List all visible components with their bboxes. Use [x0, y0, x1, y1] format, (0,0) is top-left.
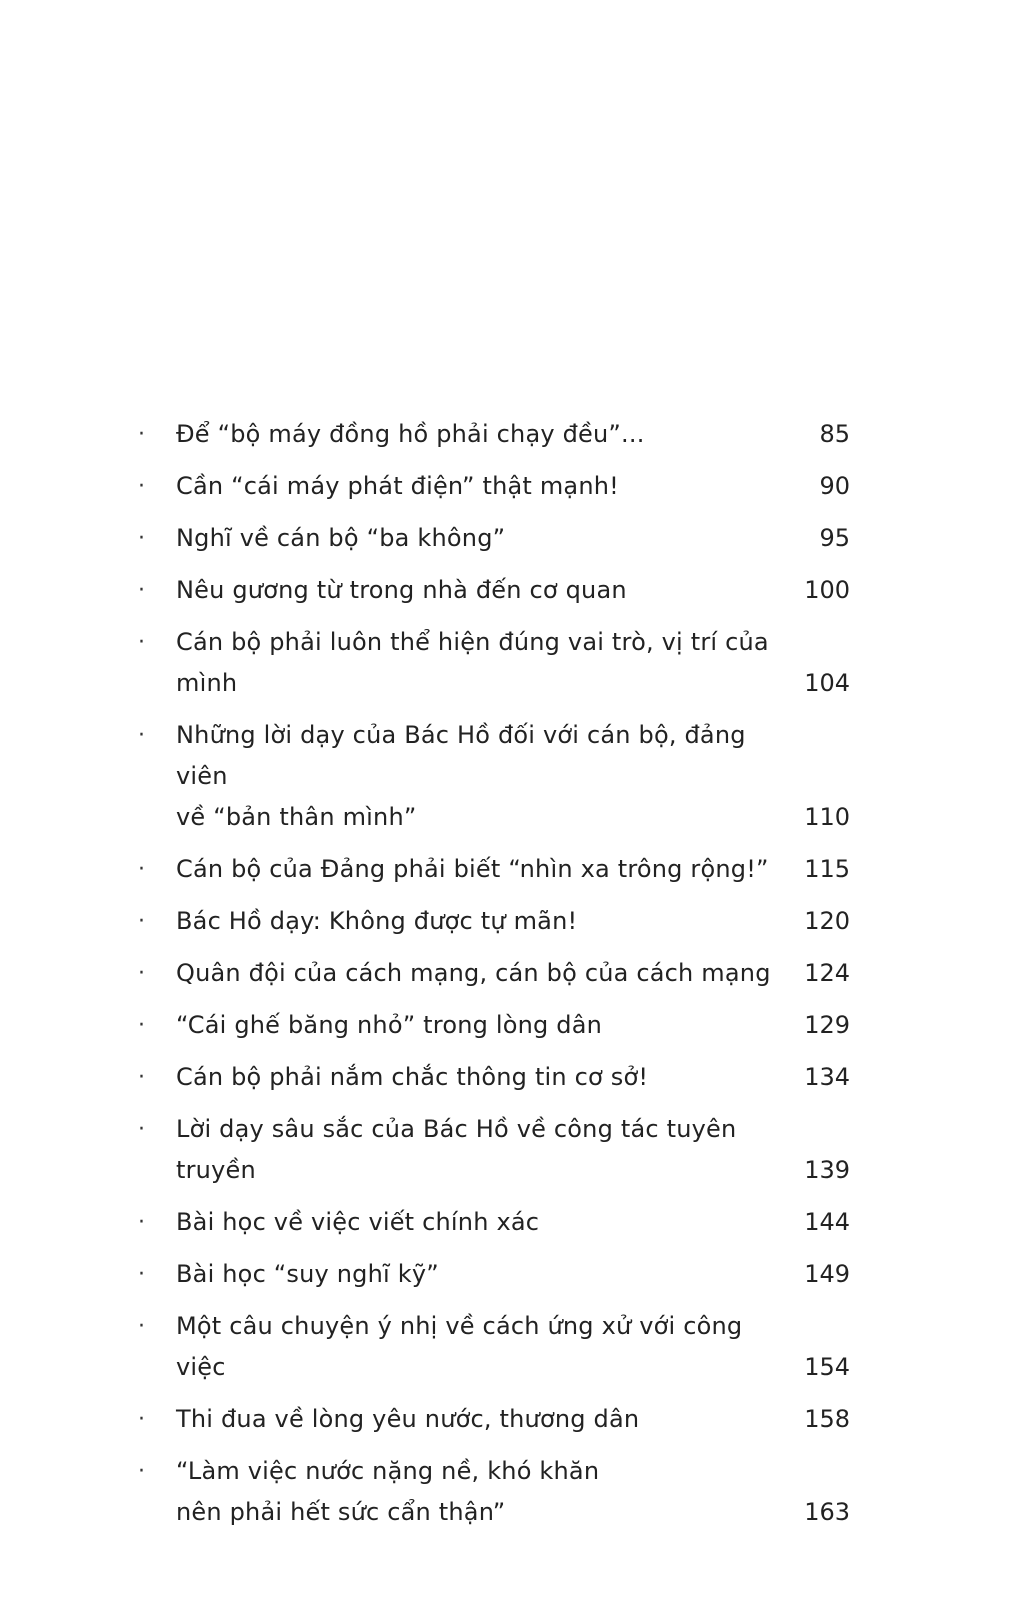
toc-entry: [138, 466, 850, 507]
entry-title-line: “Làm việc nước nặng nề, khó khăn: [176, 1457, 600, 1485]
entry-title: [176, 466, 804, 507]
entry-title-line: Một câu chuyện ý nhị về cách ứng xử với công việc: [176, 1312, 743, 1381]
entry-page-number: 134: [804, 1063, 850, 1091]
entry-title: [176, 622, 804, 704]
entry-page-number: 90: [819, 472, 850, 500]
entry-page-number: 100: [804, 576, 850, 604]
toc-entry: [138, 1109, 850, 1191]
entry-page-number: 158: [804, 1405, 850, 1433]
bullet-icon: ·: [138, 474, 145, 499]
entry-page-number: 163: [804, 1498, 850, 1526]
entry-title: [176, 518, 804, 559]
entry-page-number: 124: [804, 959, 850, 987]
bullet-icon: ·: [138, 1065, 145, 1090]
bullet-icon: ·: [138, 909, 145, 934]
toc-entry: [138, 622, 850, 704]
entry-title: [176, 1451, 804, 1533]
toc-entry: [138, 849, 850, 890]
entry-title-line: nên phải hết sức cẩn thận”: [176, 1498, 506, 1526]
bullet-icon: ·: [138, 630, 145, 655]
entry-page-number: 139: [804, 1156, 850, 1184]
entry-title: [176, 1254, 804, 1295]
entry-title: [176, 1057, 804, 1098]
entry-title-line: Những lời dạy của Bác Hồ đối với cán bộ, đảng viên: [176, 721, 746, 790]
bullet-icon: ·: [138, 1117, 145, 1142]
entry-title-line: Cần “cái máy phát điện” thật mạnh!: [176, 472, 619, 500]
toc-entry: [138, 1005, 850, 1046]
entry-title: [176, 901, 804, 942]
entry-page-number: 95: [819, 524, 850, 552]
entry-title-line: về “bản thân mình”: [176, 803, 417, 831]
toc-entry: [138, 570, 850, 611]
entry-title-line: Quân đội của cách mạng, cán bộ của cách mạng: [176, 959, 771, 987]
toc-entry: [138, 1202, 850, 1243]
toc-entry: [138, 518, 850, 559]
entry-title: [176, 570, 804, 611]
bullet-icon: ·: [138, 422, 145, 447]
toc-entry: [138, 901, 850, 942]
entry-title-line: Cán bộ phải luôn thể hiện đúng vai trò, vị trí của mình: [176, 628, 769, 697]
entry-page-number: 110: [804, 803, 850, 831]
entry-title-line: “Cái ghế băng nhỏ” trong lòng dân: [176, 1011, 603, 1039]
bullet-icon: ·: [138, 578, 145, 603]
entry-page-number: 154: [804, 1353, 850, 1381]
bullet-icon: ·: [138, 1210, 145, 1235]
entry-page-number: 129: [804, 1011, 850, 1039]
toc-entry: [138, 1254, 850, 1295]
toc-entry: [138, 1306, 850, 1388]
entry-title: [176, 1005, 804, 1046]
bullet-icon: ·: [138, 857, 145, 882]
entry-title: [176, 1306, 804, 1388]
bullet-icon: ·: [138, 723, 145, 748]
bullet-icon: ·: [138, 526, 145, 551]
toc-entry: [138, 953, 850, 994]
bullet-icon: ·: [138, 961, 145, 986]
entry-title-line: Bác Hồ dạy: Không được tự mãn!: [176, 907, 578, 935]
entry-title: [176, 1109, 804, 1191]
entry-title-line: Thi đua về lòng yêu nước, thương dân: [176, 1405, 640, 1433]
entry-title-line: Cán bộ của Đảng phải biết “nhìn xa trông rộng!”: [176, 855, 769, 883]
entry-page-number: 85: [819, 420, 850, 448]
entry-page-number: 104: [804, 669, 850, 697]
entry-page-number: 149: [804, 1260, 850, 1288]
table-of-contents: [138, 414, 850, 1544]
bullet-icon: ·: [138, 1262, 145, 1287]
entry-page-number: 115: [804, 855, 850, 883]
entry-title-line: Cán bộ phải nắm chắc thông tin cơ sở!: [176, 1063, 649, 1091]
entry-page-number: 144: [804, 1208, 850, 1236]
entry-title: [176, 414, 804, 455]
entry-title-line: Để “bộ máy đồng hồ phải chạy đều”...: [176, 420, 645, 448]
toc-entry: [138, 1057, 850, 1098]
entry-title-line: Nêu gương từ trong nhà đến cơ quan: [176, 576, 627, 604]
entry-title-line: Lời dạy sâu sắc của Bác Hồ về công tác tuyên truyền: [176, 1115, 737, 1184]
toc-entry: [138, 715, 850, 838]
bullet-icon: ·: [138, 1407, 145, 1432]
entry-title: [176, 849, 804, 890]
entry-page-number: 120: [804, 907, 850, 935]
entry-title: [176, 1202, 804, 1243]
entry-title-line: Bài học “suy nghĩ kỹ”: [176, 1260, 439, 1288]
bullet-icon: ·: [138, 1013, 145, 1038]
toc-entry: [138, 1399, 850, 1440]
entry-title: [176, 953, 804, 994]
toc-entry: [138, 1451, 850, 1533]
entry-title: [176, 715, 804, 838]
entry-title-line: Bài học về việc viết chính xác: [176, 1208, 540, 1236]
bullet-icon: ·: [138, 1314, 145, 1339]
entry-title: [176, 1399, 804, 1440]
entry-title-line: Nghĩ về cán bộ “ba không”: [176, 524, 506, 552]
bullet-icon: ·: [138, 1459, 145, 1484]
toc-entry: [138, 414, 850, 455]
